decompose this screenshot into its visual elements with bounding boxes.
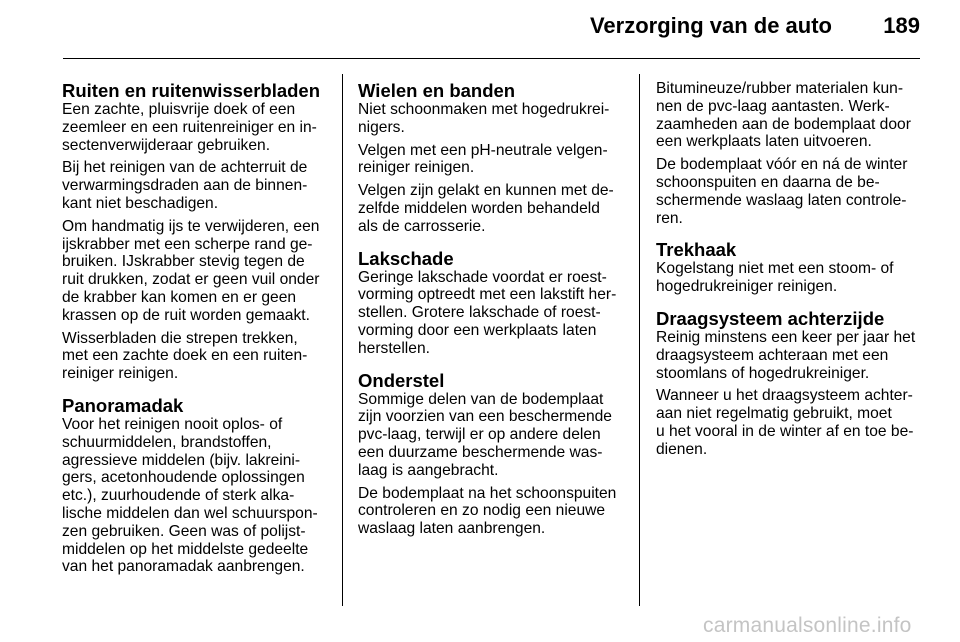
column-1	[62, 80, 326, 581]
paragraph: Sommige delen van de bodemplaat zijn voorzien van een beschermende pvc-laag, terwijl er op andere delen een duurzame beschermende was- laag is aangebracht.	[358, 390, 612, 479]
column-divider	[342, 74, 343, 606]
page-number: 189	[883, 13, 920, 38]
section-wielen	[358, 80, 622, 236]
section-lakschade	[358, 248, 622, 358]
section-heading: Ruiten en ruitenwisserbladen	[62, 80, 321, 101]
section-onderstel-continued	[656, 80, 920, 227]
paragraph: Kogelstang niet met een stoom- of hogedrukreiniger reinigen.	[656, 260, 894, 296]
watermark: carmanualsonline.info	[703, 614, 912, 637]
section-heading: Onderstel	[358, 369, 445, 391]
column-divider	[639, 74, 640, 606]
section-panoramadak	[62, 395, 326, 576]
section-trekhaak	[656, 239, 920, 296]
column-3	[656, 80, 920, 464]
paragraph: Geringe lakschade voordat er roest- vorming optreedt met een lakstift her- stellen. Grotere lakschade of roest- vorming door een werkplaats laten herstellen.	[358, 268, 617, 357]
paragraph: Reinig minstens een keer per jaar het draagsysteem achteraan met een stoomlans of hogedrukreiniger.	[656, 328, 916, 382]
paragraph: De bodemplaat vóór en ná de winter schoonspuiten en daarna de be- schermende waslaag laten controle- ren.	[656, 156, 908, 227]
section-ruiten	[62, 80, 326, 383]
paragraph: Wanneer u het draagsysteem achter- aan niet regelmatig gebruikt, moet u het vooral in de winter af en toe be- dienen.	[656, 387, 914, 458]
header-title: Verzorging van de auto	[589, 13, 832, 38]
section-heading: Panoramadak	[62, 394, 184, 416]
paragraph: De bodemplaat na het schoonspuiten controleren en zo nodig een nieuwe waslaag laten aanbrengen.	[358, 484, 617, 538]
section-heading: Lakschade	[358, 247, 454, 269]
column-2	[358, 80, 622, 543]
paragraph: Velgen zijn gelakt en kunnen met de- zelfde middelen worden behandeld als de carrosserie.	[358, 182, 614, 235]
section-heading: Draagsysteem achterzijde	[656, 307, 885, 329]
section-heading: Wielen en banden	[358, 80, 516, 101]
paragraph: Om handmatig ijs te verwijderen, een ijskrabber met een scherpe rand ge- bruiken. IJskrabber stevig tegen de ruit drukken, zodat er geen vuil onder de krabber kan komen en er geen krassen op de ruit worden gemaakt.	[62, 217, 320, 324]
paragraph: Bij het reinigen van de achterruit de verwarmingsdraden aan de binnen- kant niet beschadigen.	[62, 159, 308, 212]
paragraph: Niet schoonmaken met hogedrukrei- nigers.	[358, 101, 610, 136]
section-onderstel	[358, 370, 622, 538]
paragraph: Voor het reinigen nooit oplos- of schuurmiddelen, brandstoffen, agressieve middelen (bijv. lakreini- gers, acetonhoudende oplossingen etc.), zuurhoudende of sterk alka- lische middelen dan wel schuurspon- zen gebruiken. Geen was of polijst- middelen op het middelste gedeelte van het panoramadak aanbrengen.	[62, 415, 318, 576]
section-draagsysteem	[656, 308, 920, 459]
paragraph: Wisserbladen die strepen trekken, met een zachte doek en een ruiten- reiniger reinigen.	[62, 329, 308, 383]
paragraph: Een zachte, pluisvrije doek of een zeemleer en een ruitenreiniger en in- sectenverwijderaar gebruiken.	[62, 101, 317, 154]
paragraph: Bitumineuze/rubber materialen kun- nen de pvc-laag aantasten. Werk- zaamheden aan de bodemplaat door een werkplaats laten uitvoeren.	[656, 80, 911, 151]
section-heading: Trekhaak	[656, 239, 737, 261]
header-rule	[63, 58, 920, 59]
paragraph: Velgen met een pH-neutrale velgen- reiniger reinigen.	[358, 141, 608, 177]
